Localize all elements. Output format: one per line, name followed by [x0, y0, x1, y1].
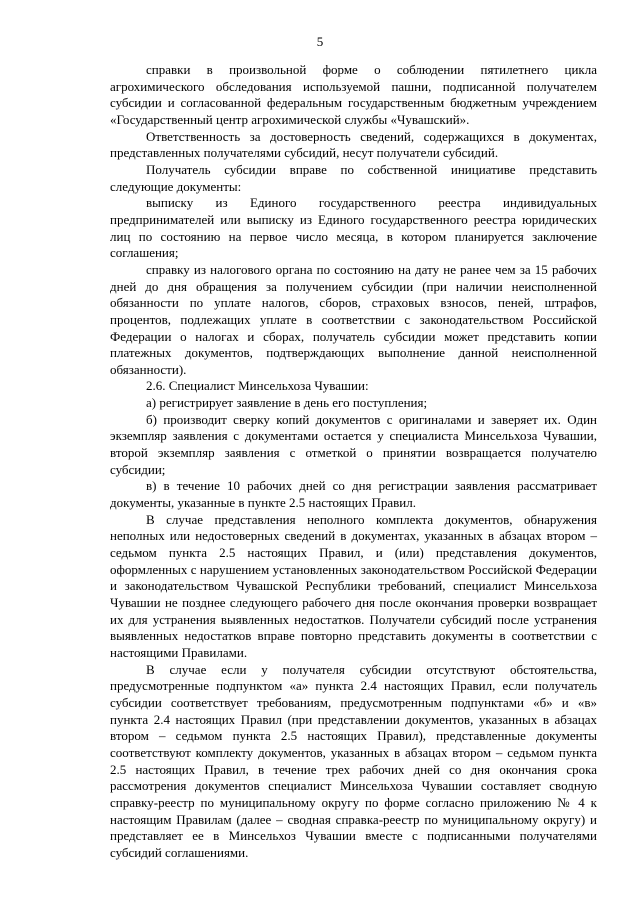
paragraph-item-c: в) в течение 10 рабочих дней со дня регистрации заявления рассматривает документы, указанные в пункте 2.5 настоящих Правил. — [110, 478, 597, 511]
paragraph-section-2-6: 2.6. Специалист Минсельхоза Чувашии: — [146, 378, 369, 394]
paragraph-registry-extract: выписку из Единого государственного реестра индивидуальных предпринимателей или выписку из Единого государственного реестра юридических лиц по состоянию на первое число месяца, в котором планируется заключение соглашения; — [110, 195, 597, 261]
paragraph-responsibility: Ответственность за достоверность сведений, содержащихся в документах, представленных получателями субсидий, несут получатели субсидий. — [110, 128, 597, 161]
paragraph-optional-documents-intro: Получатель субсидии вправе по собственной инициативе представить следующие документы: — [110, 161, 597, 194]
document-body — [110, 62, 597, 862]
paragraph-tax-certificate: справку из налогового органа по состоянию на дату не ранее чем за 15 рабочих дней до дня обращения за получением субсидии (при наличии неисполненной обязанности по уплате налогов, сборов, страховых взносов, пеней, штрафов, процентов, подлежащих уплате в соответствии с законодательством Российской Федерации о налогах и сборах, получатель субсидии может представить копии платежных документов, подтверждающих выполнение данной неисполненной обязанности). — [110, 261, 597, 377]
paragraph-summary-registry: В случае если у получателя субсидии отсутствуют обстоятельства, предусмотренные подпунктом «а» пункта 2.4 настоящих Правил, если получатель субсидии соответствует требованиям, предусмотренным подпунктами «б» и «в» пункта 2.4 настоящих Правил (при представлении документов, указанных в абзацах втором – седьмом пункта 2.5 настоящих Правил), представленные документы соответствуют комплекту документов, указанных в абзацах втором – седьмом пункта 2.5 настоящих Правил, в течение трех рабочих дней со дня окончания срока рассмотрения документов специалист Минсельхоза Чувашии составляет сводную справку-реестр по муниципальному округу по форме согласно приложению № 4 к настоящим Правилам (далее – сводная справка-реестр по муниципальному округу) и представляет ее в Минсельхоз Чувашии вместе с подписанными получателями субсидий соглашениями. — [110, 661, 597, 860]
paragraph-incomplete-documents: В случае представления неполного комплекта документов, обнаружения неполных или недостоверных сведений в документах, указанных в абзацах втором – седьмом пункта 2.5 настоящих Правил, и (или) представления документов, оформленных с нарушением установленных законодательством Российской Федерации и законодательством Чувашской Республики требований, специалист Минсельхоза Чувашии не позднее следующего рабочего дня после окончания проверки возвращает их для устранения выявленных недостатков. Получатели субсидий после устранения выявленных недостатков вправе повторно представить документы в соответствии с настоящими Правилами. — [110, 511, 597, 660]
paragraph-agrochemical-certificate: справки в произвольной форме о соблюдении пятилетнего цикла агрохимического обследования используемой пашни, подписанной получателем субсидии и согласованной федеральным государственным бюджетным учреждением «Государственный центр агрохимической службы «Чувашский». — [110, 62, 597, 127]
paragraph-item-b: б) производит сверку копий документов с оригиналами и заверяет их. Один экземпляр заявления с документами остается у специалиста Минсельхоза Чувашии, второй экземпляр заявления с отметкой о принятии возвращается получателю субсидии; — [110, 411, 597, 477]
paragraph-item-a: а) регистрирует заявление в день его поступления; — [146, 395, 428, 411]
page-number: 5 — [316, 34, 324, 49]
